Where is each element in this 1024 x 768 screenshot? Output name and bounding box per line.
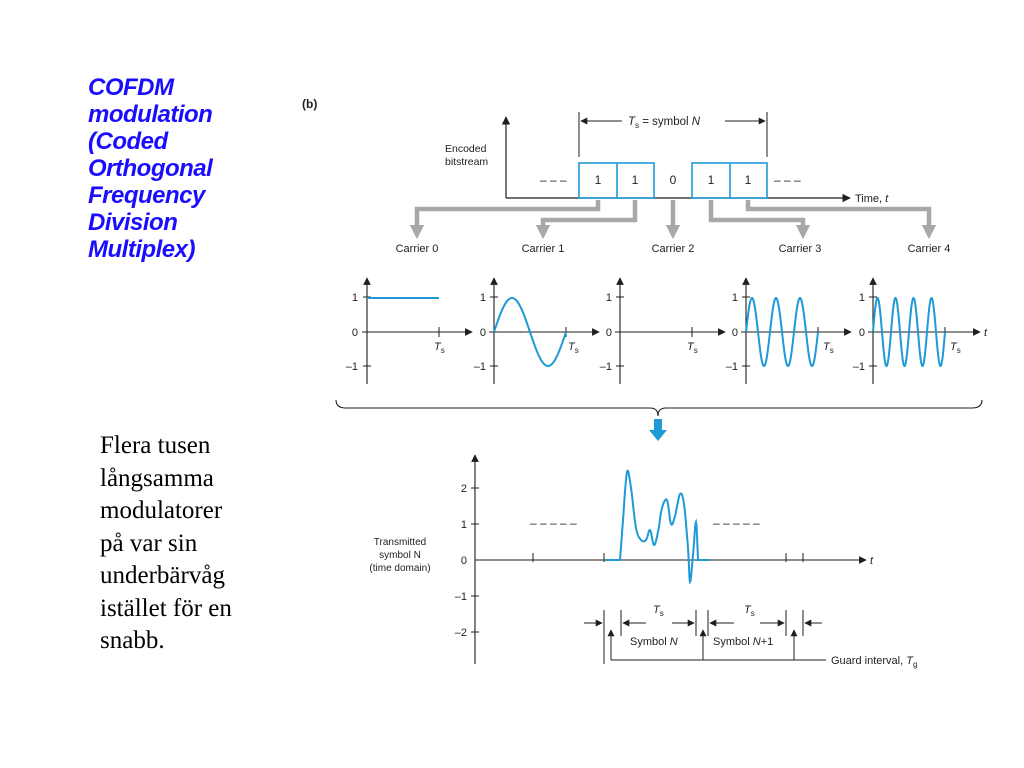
y-tick-label: 1: [479, 292, 486, 304]
title-line: Division: [88, 209, 178, 236]
y-tick-label: 1: [858, 292, 865, 304]
transmitted-label-line1: Transmitted: [373, 537, 427, 548]
y-tick-label: –1: [473, 361, 486, 373]
encoded-label-line2: bitstream: [445, 156, 489, 168]
period-label: $T_s$: [568, 341, 579, 355]
carrier-plot-0: [346, 278, 472, 384]
body-line: snabb.: [100, 627, 165, 654]
transmitted-waveform: [606, 471, 710, 582]
carrier-plot-2: [600, 278, 725, 384]
carrier-plot-3: [726, 278, 851, 384]
carrier-0-feed-arrow: [417, 200, 598, 232]
carrier-plot-1: [474, 278, 599, 384]
symbol-n1-label: Symbol N+1: [713, 636, 774, 648]
y-tick-label: 0: [605, 327, 612, 339]
y-tick-label: 1: [460, 519, 467, 531]
bit-value: 1: [707, 173, 715, 187]
title-line: Frequency: [88, 182, 205, 209]
y-tick-label: –2: [454, 627, 467, 639]
period-label: $T_s$: [950, 341, 961, 355]
carrier-label: Carrier 0: [395, 243, 439, 255]
y-tick-label: 0: [479, 327, 486, 339]
carrier-plot-4: [853, 278, 988, 384]
body-line: på var sin: [100, 529, 198, 557]
guard-interval-label: Guard interval, $T_g$: [831, 655, 918, 669]
title-line: modulation: [88, 101, 213, 128]
title-line: Orthogonal: [88, 155, 213, 182]
carrier-label: Carrier 2: [651, 243, 695, 255]
encoded-label-line1: Encoded: [445, 143, 487, 155]
y-tick-label: 0: [731, 327, 738, 339]
y-tick-label: –1: [725, 361, 738, 373]
sum-arrow-icon: [649, 419, 667, 441]
body-line: underbärvåg: [100, 562, 225, 589]
bitstream-dashes-left: – – –: [540, 173, 567, 187]
carrier-label: Carrier 3: [778, 243, 822, 255]
sum-brace: [336, 400, 982, 416]
y-tick-label: –1: [599, 361, 612, 373]
carrier-3-feed-arrow: [711, 200, 803, 232]
body-line: modulatorer: [100, 497, 223, 524]
transmitted-t-label: t: [870, 555, 874, 567]
carrier-label: Carrier 4: [907, 243, 951, 255]
y-tick-label: –1: [852, 361, 865, 373]
bit-value: 1: [594, 173, 602, 187]
body-line: Flera tusen: [100, 432, 211, 459]
timing-annotations: [584, 610, 826, 664]
y-tick-label: 0: [460, 555, 467, 567]
period-label: $T_s$: [823, 341, 834, 355]
title-line: COFDM: [88, 74, 174, 101]
symbol-n-label: Symbol N: [630, 636, 678, 648]
transmitted-label-line2: symbol N: [379, 550, 421, 561]
bit-value: 0: [669, 173, 677, 187]
panel-label: (b): [302, 97, 318, 111]
title-line: (Coded: [88, 128, 168, 155]
time-axis-label: Time, t: [855, 193, 889, 205]
title-line: Multiplex): [88, 236, 195, 263]
bit-value: 1: [744, 173, 752, 187]
body-line: långsamma: [100, 464, 214, 492]
bit-value: 1: [631, 173, 639, 187]
period-label: $T_s$: [744, 604, 755, 618]
y-tick-label: 1: [351, 292, 358, 304]
carrier-4-feed-arrow: [748, 200, 929, 232]
y-tick-label: –1: [454, 591, 467, 603]
y-tick-label: 1: [605, 292, 612, 304]
y-tick-label: 0: [351, 327, 358, 339]
carrier-label: Carrier 1: [521, 243, 565, 255]
carrier-1-feed-arrow: [543, 200, 635, 232]
y-tick-label: 1: [731, 292, 738, 304]
period-label: $T_s$: [653, 604, 664, 618]
period-label: $T_s$: [434, 341, 445, 355]
level-dashes-right: – – – – –: [713, 516, 760, 530]
y-tick-label: 2: [460, 483, 467, 495]
body-line: istället för en: [100, 594, 232, 622]
t-axis-label: t: [984, 327, 988, 339]
y-tick-label: 0: [858, 327, 865, 339]
period-label: $T_s$: [687, 341, 698, 355]
level-dashes-left: – – – – –: [530, 516, 577, 530]
y-tick-label: –1: [345, 361, 358, 373]
transmitted-label-line3: (time domain): [369, 563, 431, 574]
bitstream-dashes-right: – – –: [774, 173, 801, 187]
symbol-span-label: $T_s$ = symbol N: [628, 116, 701, 130]
